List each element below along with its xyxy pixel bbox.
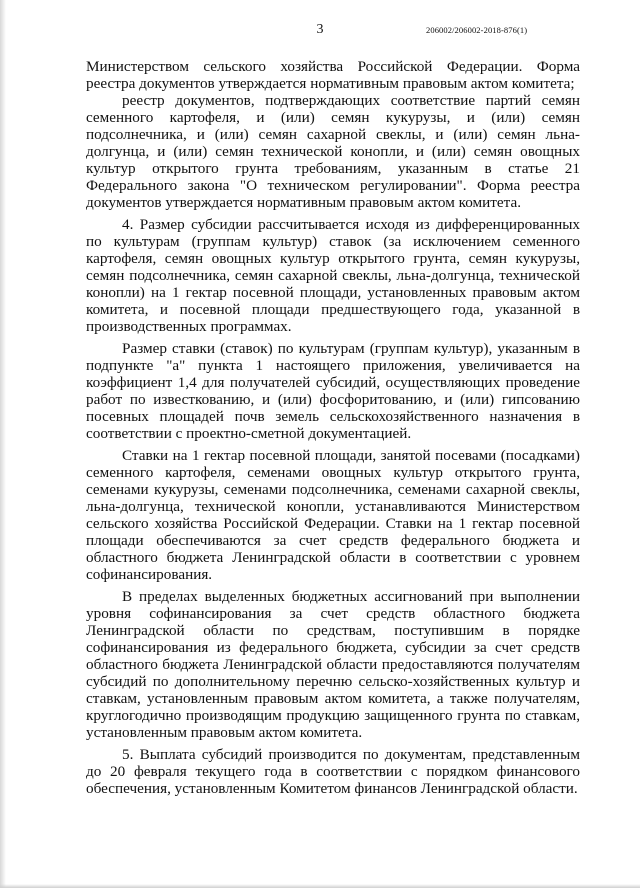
paragraph-budget-allocations: В пределах выделенных бюджетных ассигнований при выполнении уровня софинансирования за счет средств областного бюджета Ленинградской области по средствам, поступившим в порядке софинансирования из федерального бюджета, субсидии за счет средств областного бюджета Ленинградской области предоставляются получателям субсидий по дополнительному перечню сельско-хозяйственных культур и ставкам, установленным правовым актом комитета, а также получателям, круглогодично производящим продукцию защищенного грунта по ставкам, установленным правовым актом комитета. (86, 588, 580, 741)
paragraph-registry-form: Министерством сельского хозяйства Российской Федерации. Форма реестра документов утверждается нормативным правовым актом комитета; (86, 58, 580, 92)
document-id: 206002/206002-2018-876(1) (426, 25, 528, 35)
paragraph-rates-per-hectare: Ставки на 1 гектар посевной площади, занятой посевами (посадками) семенного картофеля, семенами овощных культур открытого грунта, семенами кукурузы, семенами подсолнечника, семенами сахарной свеклы, льна-долгунца, технической конопли, устанавливаются Министерством сельского хозяйства Российской Федерации. Ставки на 1 гектар посевной площади обеспечиваются за счет средств федерального бюджета и областного бюджета Ленинградской области в соответствии с уровнем софинансирования. (86, 447, 580, 583)
paragraph-seed-registry: реестр документов, подтверждающих соответствие партий семян семенного картофеля, и (или) семян кукурузы, и (или) семян подсолнечника, и (или) семян сахарной свеклы, и (или) семян льна-долгунца, и (или) семян технической конопли, и (или) семян овощных культур открытого грунта требованиям, указанным в статье 21 Федерального закона "О техническом регулировании". Форма реестра документов утверждается нормативным правовым актом комитета. (86, 92, 580, 211)
paragraph-rate-coefficient: Размер ставки (ставок) по культурам (группам культур), указанным в подпункте "а" пункта 1 настоящего приложения, увеличивается на коэффициент 1,4 для получателей субсидий, осуществляющих проведение работ по известкованию, и (или) фосфоритованию, и (или) гипсованию посевных площадей почв земель сельскохозяйственного назначения в соответствии с проектно-сметной документацией. (86, 340, 580, 442)
scan-shadow-bottom (0, 884, 640, 888)
paragraph-item-4-subsidy-size: 4. Размер субсидии рассчитывается исходя из дифференцированных по культурам (группам культур) ставок (за исключением семенного картофеля, семян овощных культур открытого грунта, семян кукурузы, семян подсолнечника, семян сахарной свеклы, льна-долгунца, технической конопли) на 1 гектар посевной площади, установленных правовым актом комитета, и посевной площади предшествующего года, указанной в производственных программах. (86, 216, 580, 335)
document-body (86, 58, 580, 797)
paragraph-item-5-payment: 5. Выплата субсидий производится по документам, представленным до 20 февраля текущего года в соответствии с порядком финансового обеспечения, установленным Комитетом финансов Ленинградской области. (86, 746, 580, 797)
scan-shadow-left (0, 0, 6, 888)
page-number: 3 (316, 22, 324, 37)
